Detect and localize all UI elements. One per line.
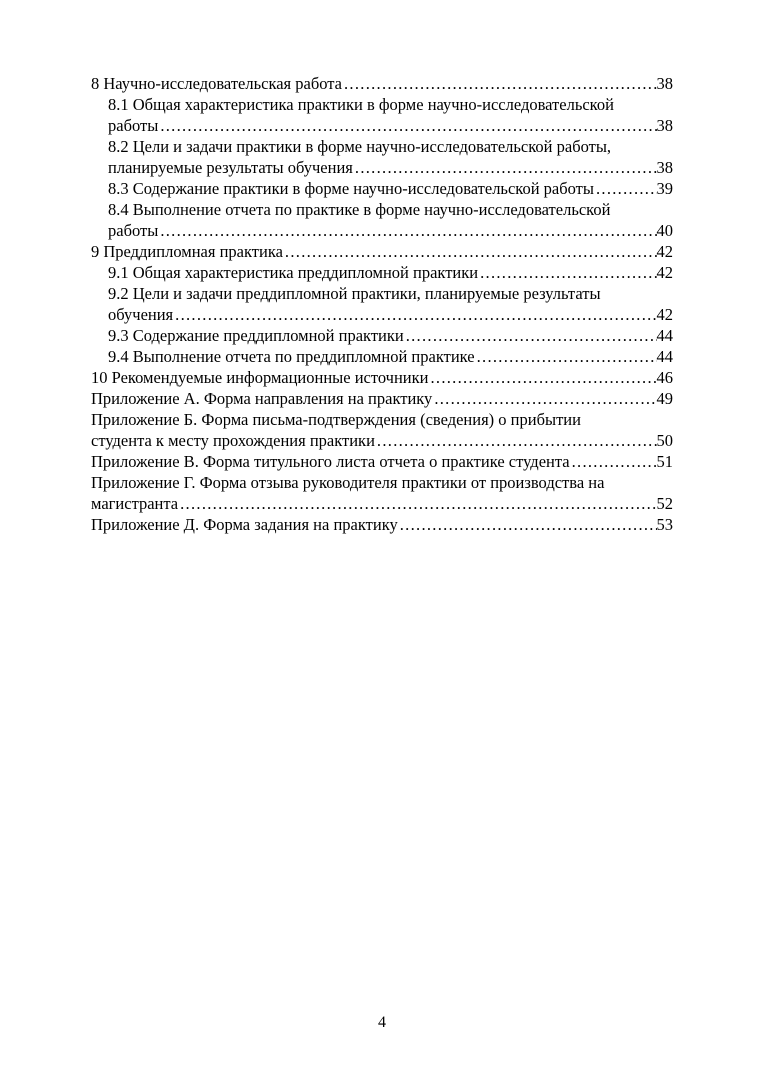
toc-entry-title: 8 Научно-исследовательская работа	[91, 74, 342, 93]
dot-leader	[353, 157, 657, 178]
toc-line	[91, 451, 673, 472]
toc-entry	[91, 73, 673, 94]
dot-leader	[594, 178, 657, 199]
toc-entry	[91, 136, 673, 178]
table-of-contents	[91, 73, 673, 535]
toc-line	[108, 178, 673, 199]
toc-line	[91, 241, 673, 262]
dot-leader	[398, 514, 657, 535]
dot-leader	[404, 325, 657, 346]
toc-entry-page: 42	[656, 263, 673, 282]
toc-entry-page: 53	[656, 515, 673, 534]
toc-line	[108, 304, 673, 325]
toc-entry	[91, 367, 673, 388]
toc-entry-title: Приложение В. Форма титульного листа отчета о практике студента	[91, 452, 570, 471]
toc-entry-page: 42	[656, 242, 673, 261]
toc-entry-title-line: Приложение Г. Форма отзыва руководителя практики от производства на	[91, 473, 605, 492]
toc-line	[108, 115, 673, 136]
toc-line	[91, 367, 673, 388]
toc-entry	[91, 451, 673, 472]
toc-entry	[91, 94, 673, 136]
toc-entry-page: 38	[656, 74, 673, 93]
toc-entry-title: 9.3 Содержание преддипломной практики	[108, 326, 404, 345]
dot-leader	[570, 451, 657, 472]
toc-entry-title: Приложение Д. Форма задания на практику	[91, 515, 398, 534]
toc-entry-title: работы	[108, 221, 159, 240]
dot-leader	[283, 241, 657, 262]
toc-entry-page: 46	[656, 368, 673, 387]
toc-line	[91, 388, 673, 409]
toc-line	[108, 220, 673, 241]
toc-entry-title: 9.1 Общая характеристика преддипломной практики	[108, 263, 479, 282]
toc-entry	[91, 178, 673, 199]
toc-entry-page: 40	[656, 221, 673, 240]
toc-entry-title-line: 8.1 Общая характеристика практики в форме научно-исследовательской	[108, 95, 614, 114]
dot-leader	[478, 262, 656, 283]
toc-entry-title: Приложение А. Форма направления на практику	[91, 389, 433, 408]
toc-entry-page: 42	[656, 305, 673, 324]
toc-entry-page: 38	[656, 158, 673, 177]
dot-leader	[158, 115, 656, 136]
dot-leader	[375, 430, 657, 451]
toc-entry-title: 9.4 Выполнение отчета по преддипломной практике	[108, 347, 475, 366]
toc-entry-page: 38	[656, 116, 673, 135]
toc-entry-page: 51	[656, 452, 673, 471]
toc-entry-title: студента к месту прохождения практики	[91, 431, 375, 450]
toc-entry-page: 52	[656, 494, 673, 513]
toc-entry	[91, 199, 673, 241]
toc-line	[91, 430, 673, 451]
toc-line	[91, 493, 673, 514]
toc-entry-page: 50	[656, 431, 673, 450]
dot-leader	[475, 346, 657, 367]
page-number: 4	[378, 1014, 386, 1031]
toc-entry-title: обучения	[108, 305, 174, 324]
toc-entry	[91, 472, 673, 514]
dot-leader	[428, 367, 656, 388]
dot-leader	[173, 304, 656, 325]
toc-entry-title: планируемые результаты обучения	[108, 158, 353, 177]
toc-entry-title: работы	[108, 116, 159, 135]
toc-line	[108, 157, 673, 178]
dot-leader	[158, 220, 656, 241]
toc-line	[108, 262, 673, 283]
dot-leader	[432, 388, 656, 409]
dot-leader	[342, 73, 657, 94]
toc-entry-title-line: 9.2 Цели и задачи преддипломной практики, планируемые результаты	[108, 284, 601, 303]
toc-entry-page: 44	[656, 326, 673, 345]
toc-entry-title: 8.3 Содержание практики в форме научно-исследовательской работы	[108, 179, 594, 198]
toc-line	[108, 325, 673, 346]
toc-line	[91, 73, 673, 94]
toc-line	[91, 514, 673, 535]
toc-entry	[91, 283, 673, 325]
toc-entry	[91, 409, 673, 451]
toc-entry-page: 39	[656, 179, 673, 198]
dot-leader	[178, 493, 656, 514]
toc-entry-title-line: Приложение Б. Форма письма-подтверждения (сведения) о прибытии	[91, 410, 581, 429]
toc-entry	[91, 325, 673, 346]
toc-entry-title-line: 8.2 Цели и задачи практики в форме научно-исследовательской работы,	[108, 137, 612, 156]
toc-line	[108, 346, 673, 367]
toc-entry	[91, 514, 673, 535]
toc-entry	[91, 388, 673, 409]
toc-entry	[91, 262, 673, 283]
toc-entry-title: 10 Рекомендуемые информационные источники	[91, 368, 429, 387]
toc-entry-title: 9 Преддипломная практика	[91, 242, 283, 261]
toc-entry	[91, 241, 673, 262]
toc-entry-title-line: 8.4 Выполнение отчета по практике в форме научно-исследовательской	[108, 200, 611, 219]
toc-entry	[91, 346, 673, 367]
toc-entry-page: 49	[656, 389, 673, 408]
toc-entry-title: магистранта	[91, 494, 179, 513]
toc-entry-page: 44	[656, 347, 673, 366]
